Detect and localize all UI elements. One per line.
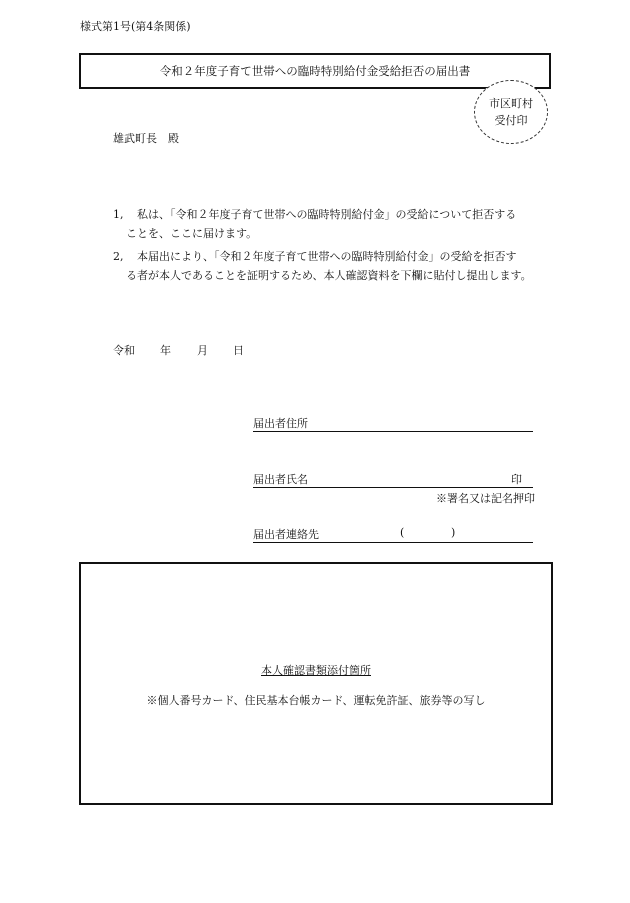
contact-paren-close: ) [451,526,456,539]
address-label: 届出者住所 [253,417,308,430]
id-attachment-note: ※個人番号カード、住民基本台帳カード、運転免許証、旅券等の写し [146,694,486,707]
id-attachment-heading: 本人確認書類添付箇所 [261,664,371,677]
name-field[interactable] [253,471,533,488]
paragraph-text-line1: 私は、「令和２年度子育て世帯への臨時特別給付金」の受給について拒否する [137,208,517,221]
contact-label: 届出者連絡先 [253,528,319,541]
stamp-label-line2: 受付印 [494,114,528,127]
address-field[interactable] [253,415,533,432]
addressee: 雄武町長 殿 [113,132,179,145]
document-title-box [79,53,551,89]
reception-stamp-area [474,80,548,144]
paragraph-number: 1, [113,208,124,221]
date-month-label: 月 [197,344,208,357]
date-day-label: 日 [233,344,244,357]
paragraph-text-line2: る者が本人であることを証明するため、本人確認資料を下欄に貼付し提出します。 [126,269,532,282]
paragraph-1 [113,205,553,245]
date-year-label: 年 [160,344,171,357]
name-label: 届出者氏名 [253,473,308,486]
contact-paren-open: ( [400,526,405,539]
paragraph-text-line1: 本届出により、「令和２年度子育て世帯への臨時特別給付金」の受給を拒否す [137,250,517,263]
date-era: 令和 [113,344,135,357]
paragraph-text-line2: ことを、ここに届けます。 [126,227,258,240]
contact-field[interactable] [253,526,533,543]
paragraph-2 [113,247,553,287]
form-number: 様式第1号(第4条関係) [80,20,191,33]
seal-mark: 印 [511,473,522,486]
id-document-attachment-box[interactable] [79,562,553,805]
document-title: 令和２年度子育て世帯への臨時特別給付金受給拒否の届出書 [159,64,471,78]
signature-note: ※署名又は記名押印 [436,492,535,505]
stamp-label-line1: 市区町村 [489,97,533,110]
paragraph-number: 2, [113,250,124,263]
